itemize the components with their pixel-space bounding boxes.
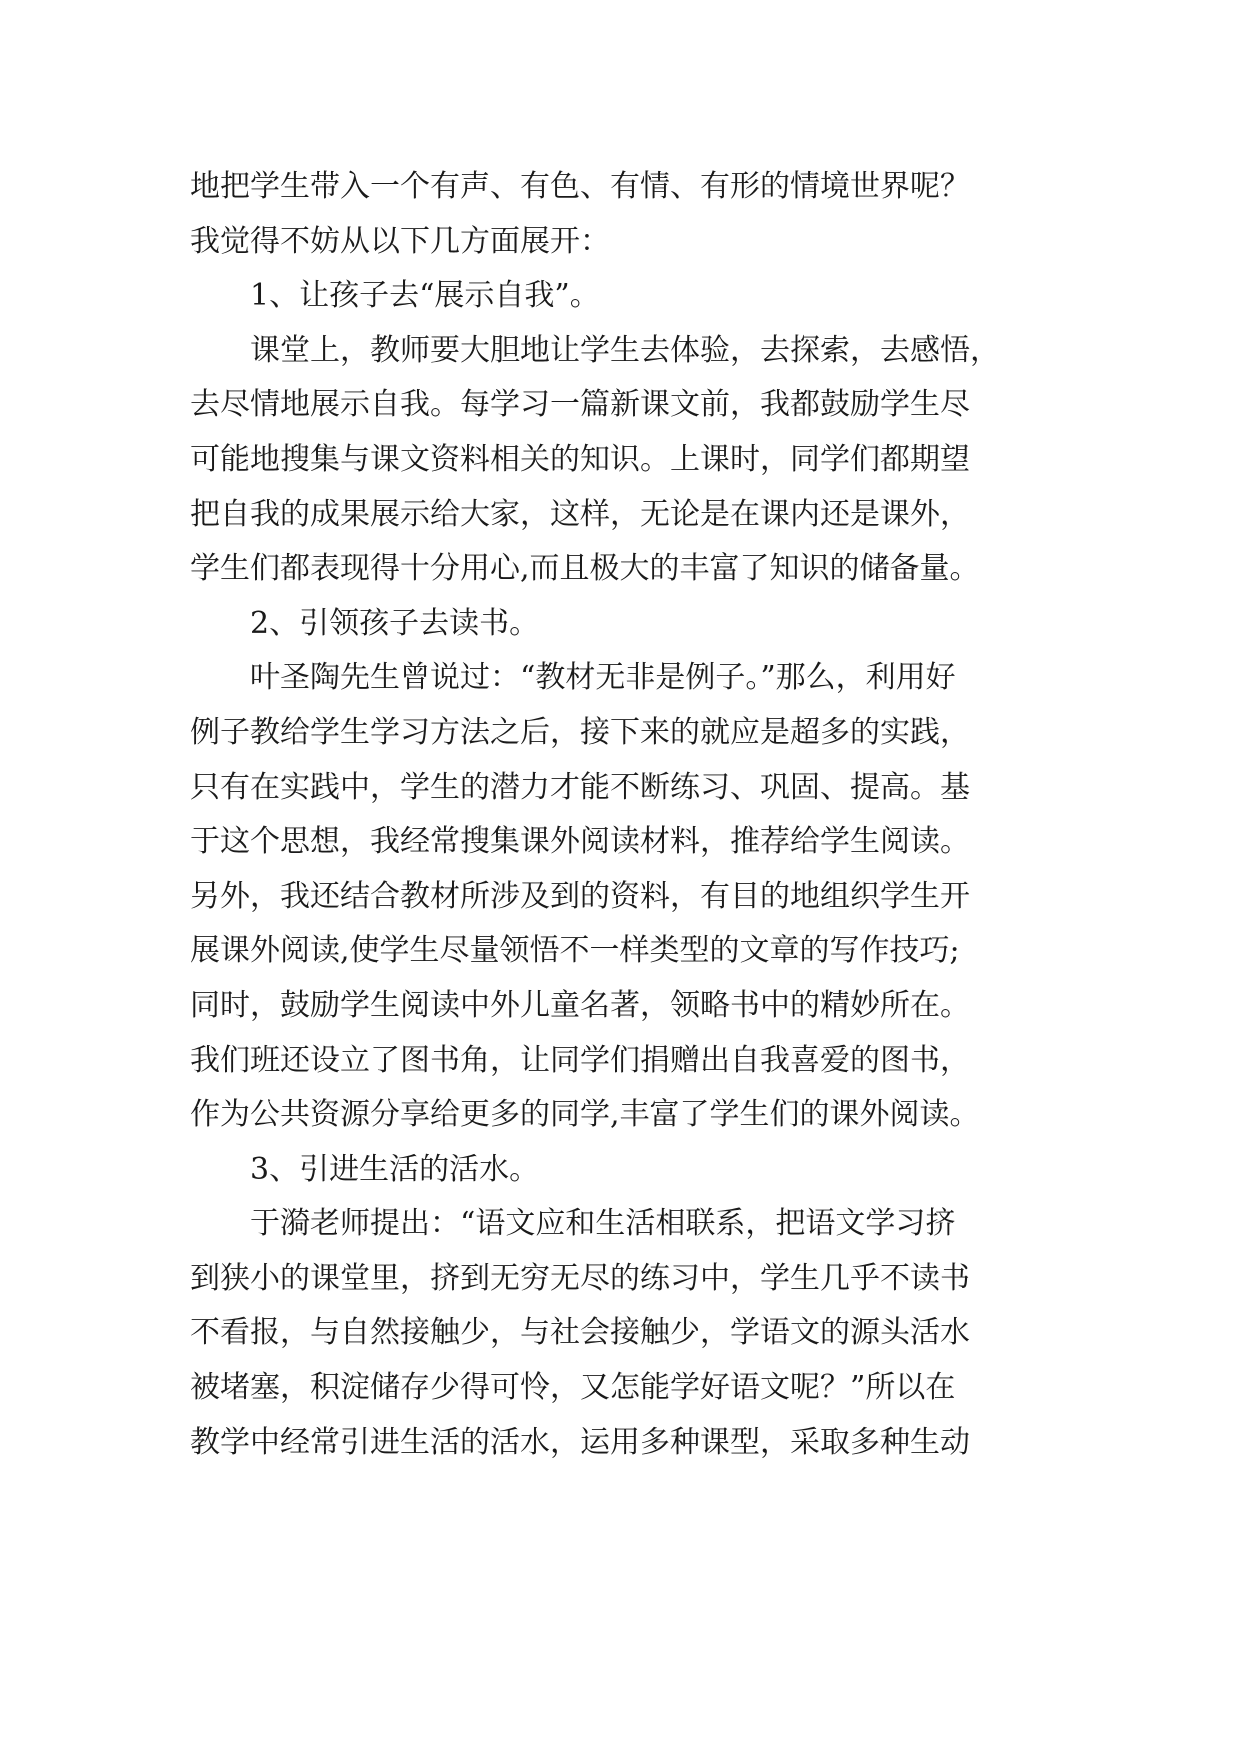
- text-line: 教学中经常引进生活的活水，运用多种课型，采取多种生动: [190, 1424, 970, 1460]
- section-heading-2: 2、引领孩子去读书。: [250, 605, 540, 641]
- section-heading-3: 3、引进生活的活水。: [250, 1151, 540, 1187]
- section-heading-1: 1、让孩子去“展示自我”。: [250, 278, 600, 314]
- text-line: 只有在实践中，学生的潜力才能不断练习、巩固、提高。基: [190, 769, 970, 805]
- document-body: [190, 160, 1070, 1470]
- text-line: 同时，鼓励学生阅读中外儿童名著，领略书中的精妙所在。: [190, 987, 970, 1023]
- text-line: 展课外阅读,使学生尽量领悟不一样类型的文章的写作技巧;: [190, 933, 960, 969]
- text-line: 我觉得不妨从以下几方面展开：: [190, 223, 610, 259]
- text-line: 于这个思想，我经常搜集课外阅读材料，推荐给学生阅读。: [190, 824, 970, 860]
- text-line: 例子教给学生学习方法之后，接下来的就应是超多的实践，: [190, 714, 970, 750]
- text-line: 另外，我还结合教材所涉及到的资料，有目的地组织学生开: [190, 878, 970, 914]
- text-line: 叶圣陶先生曾说过：“教材无非是例子。”那么，利用好: [250, 660, 956, 696]
- text-line: 不看报，与自然接触少，与社会接触少，学语文的源头活水: [190, 1315, 970, 1351]
- text-line: 作为公共资源分享给更多的同学,丰富了学生们的课外阅读。: [190, 1097, 980, 1133]
- text-line: 可能地搜集与课文资料相关的知识。上课时，同学们都期望: [190, 441, 970, 477]
- text-line: 学生们都表现得十分用心,而且极大的丰富了知识的储备量。: [190, 551, 980, 587]
- text-line: 被堵塞，积淀储存少得可怜，又怎能学好语文呢？”所以在: [190, 1370, 956, 1406]
- text-line: 于漪老师提出：“语文应和生活相联系，把语文学习挤: [250, 1206, 956, 1242]
- text-line: 到狭小的课堂里，挤到无穷无尽的练习中，学生几乎不读书: [190, 1260, 970, 1296]
- text-line: 我们班还设立了图书角，让同学们捐赠出自我喜爱的图书，: [190, 1042, 970, 1078]
- text-line: 去尽情地展示自我。每学习一篇新课文前，我都鼓励学生尽: [190, 387, 970, 423]
- text-line: 把自我的成果展示给大家，这样，无论是在课内还是课外，: [190, 496, 970, 532]
- text-line: 地把学生带入一个有声、有色、有情、有形的情境世界呢？: [190, 169, 970, 204]
- text-line: 课堂上，教师要大胆地让学生去体验，去探索，去感悟，: [250, 332, 1000, 368]
